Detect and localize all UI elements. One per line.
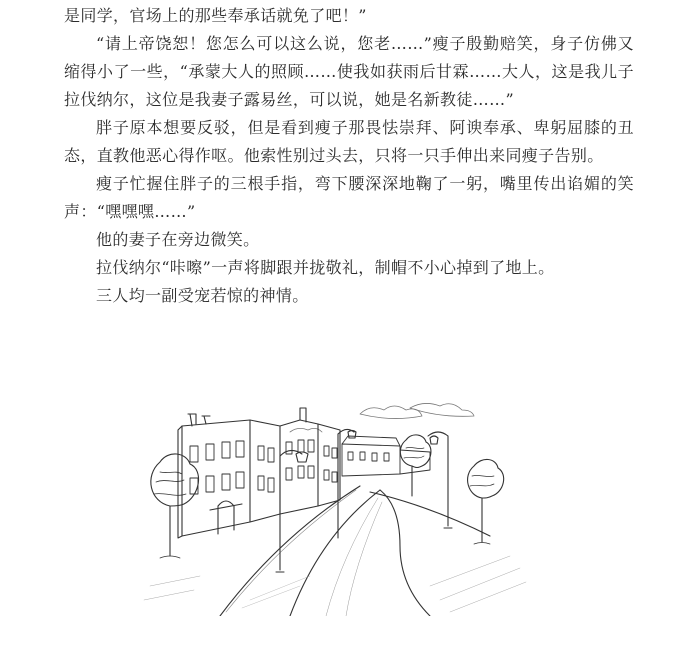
paragraph-3: 胖子原本想要反驳，但是看到瘦子那畏怯崇拜、阿谀奉承、卑躬屈膝的丑态，直教他恶心得作呕。他索性别过头去，只将一只手伸出来同瘦子告别。 <box>64 118 634 165</box>
left-buildings <box>178 408 340 538</box>
paragraph-2: “请上帝饶恕！您怎么可以这么说，您老……”瘦子殷勤赔笑，身子仿佛又缩得小了一些，“承蒙大人的照顾……使我如获雨后甘霖……大人，这是我儿子拉伐纳尔，这位是我妻子露易丝，可以说，她是名新教徒……” <box>64 34 634 109</box>
paragraph-6: 拉伐纳尔“咔嚓”一声将脚跟并拢敬礼，制帽不小心掉到了地上。 <box>96 258 555 277</box>
paragraph-5: 他的妻子在旁边微笑。 <box>96 230 260 249</box>
road <box>220 486 490 616</box>
paragraph-7: 三人均一副受宠若惊的神情。 <box>96 286 309 305</box>
trees <box>151 435 504 558</box>
paragraph-1: 是同学，官场上的那些奉承话就免了吧！” <box>64 6 367 25</box>
street-sketch-illustration <box>130 386 530 616</box>
far-buildings <box>342 436 430 476</box>
paragraph-4: 瘦子忙握住胖子的三根手指，弯下腰深深地鞠了一躬，嘴里传出谄媚的笑声：“嘿嘿嘿……” <box>64 174 634 221</box>
story-text <box>64 2 634 310</box>
ground-hatching <box>144 556 526 612</box>
street-lamps <box>276 429 452 572</box>
